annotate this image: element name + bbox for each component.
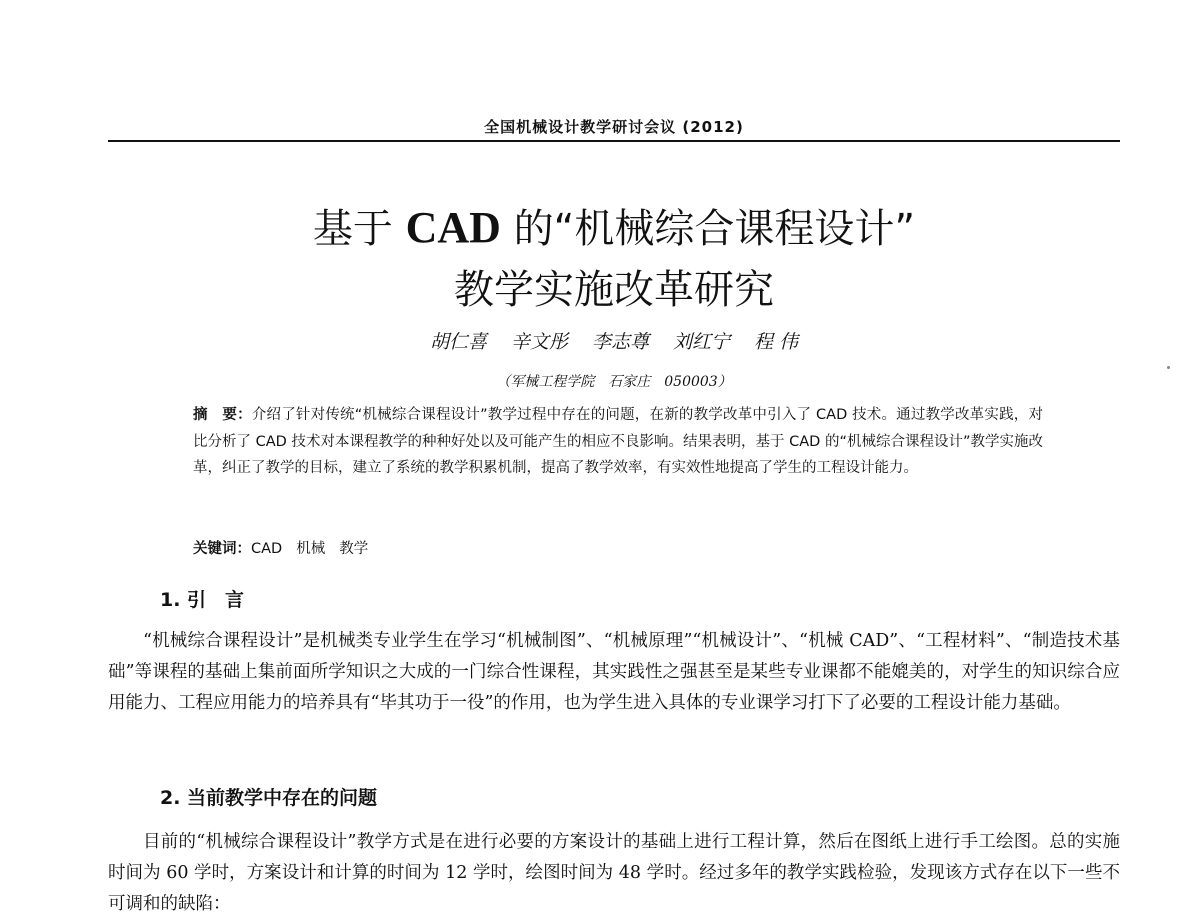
scan-speck [1167,366,1170,369]
abstract-label: 摘 要： [193,407,252,423]
affiliation: （军械工程学院 石家庄 050003） [496,374,732,390]
abstract [193,402,1043,482]
keyword: CAD [251,541,283,557]
keyword: 机械 [296,541,326,557]
keyword: 教学 [339,541,369,557]
section-problems-body [108,827,1120,920]
author-name: 辛文彤 [510,331,568,353]
author-list [108,328,1120,356]
section-introduction-body [108,626,1120,719]
author-name: 李志尊 [591,331,649,353]
title-suffix: 的“机械综合课程设计” [500,206,916,252]
body-paragraph: 目前的“机械综合课程设计”教学方式是在进行必要的方案设计的基础上进行工程计算，然后在图纸上进行手工绘图。总的实施时间为 60 学时，方案设计和计算的时间为 12 学时，绘图时间为 48 学时。经过多年的教学实践检验，发现该方式存在以下一些不可调和的缺陷： [108,832,1120,914]
section-heading-introduction: 1. 引 言 [160,589,245,611]
paper-title-line-1 [108,204,1120,253]
author-name: 刘红宁 [672,331,730,353]
keywords-label: 关键词： [193,541,251,557]
header-rule [108,140,1120,142]
running-header: 全国机械设计教学研讨会议 (2012) [484,118,744,136]
body-paragraph: “机械综合课程设计”是机械类专业学生在学习“机械制图”、“机械原理”“机械设计”、“机械 CAD”、“工程材料”、“制造技术基础”等课程的基础上集前面所学知识之大成的一门综合性课程，其实践性之强甚至是某些专业课都不能媲美的，对学生的知识综合应用能力、工程应用能力的培养具有“毕其功于一役”的作用，也为学生进入具体的专业课学习打下了必要的工程设计能力基础。 [108,631,1120,713]
title-latin: CAD [405,203,501,252]
keywords [193,536,382,562]
paper-title-line-2: 教学实施改革研究 [454,267,774,313]
abstract-text: 介绍了针对传统“机械综合课程设计”教学过程中存在的问题，在新的教学改革中引入了 CAD 技术。通过教学改革实践，对比分析了 CAD 技术对本课程教学的种种好处以及可能产生的相应不良影响。结果表明，基于 CAD 的“机械综合课程设计”教学实施改革，纠正了教学的目标，建立了系统的教学积累机制，提高了教学效率，有实效性地提高了学生的工程设计能力。 [193,407,1043,476]
author-name: 程 伟 [754,331,799,353]
section-heading-problems: 2. 当前教学中存在的问题 [160,787,378,809]
author-name: 胡仁喜 [429,331,487,353]
title-prefix: 基于 [312,206,406,252]
